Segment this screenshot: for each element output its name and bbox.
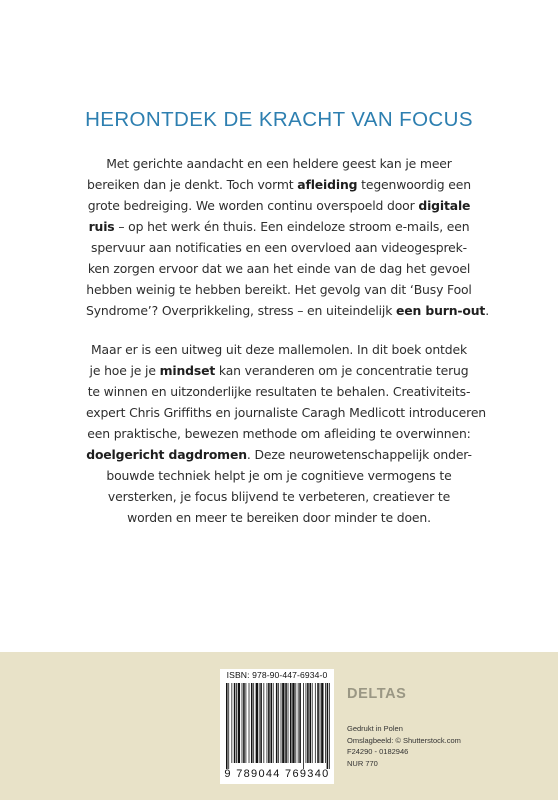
text-line bbox=[86, 237, 472, 258]
text-run: tegenwoordig een bbox=[357, 177, 471, 192]
text-run: ken zorgen ervoor dat we aan het einde van de dag het gevoel bbox=[87, 261, 471, 276]
barcode-bar bbox=[234, 683, 236, 763]
text-line bbox=[86, 486, 472, 507]
bold-keyword: ruis bbox=[88, 219, 115, 234]
text-run: worden en meer te bereiken door minder te doen. bbox=[127, 510, 431, 525]
text-run: te winnen en uitzonderlijke resultaten te behalen. Creativiteits- bbox=[87, 384, 471, 399]
text-run: Maar er is een uitweg uit deze mallemolen. In dit boek ontdek bbox=[91, 342, 467, 357]
barcode-bar bbox=[315, 683, 316, 763]
barcode-bar bbox=[285, 683, 287, 763]
text-line bbox=[86, 360, 472, 381]
barcode-bar bbox=[295, 683, 296, 763]
text-line bbox=[86, 339, 472, 360]
barcode-bar bbox=[276, 683, 278, 763]
text-line bbox=[86, 444, 472, 465]
barcode-bar bbox=[243, 683, 245, 763]
text-run: een praktische, bewezen methode om afleiding te overwinnen: bbox=[87, 426, 471, 441]
text-run: bouwde techniek helpt je om je cognitieve vermogens te bbox=[106, 468, 452, 483]
barcode-bar bbox=[228, 683, 229, 769]
barcode-bar bbox=[253, 683, 254, 763]
text-line bbox=[86, 402, 486, 423]
barcode-bar bbox=[298, 683, 299, 763]
text-line bbox=[86, 300, 490, 321]
barcode-bar bbox=[321, 683, 323, 763]
barcode-bar bbox=[268, 683, 270, 763]
text-run: kan veranderen om je concentratie terug bbox=[215, 363, 469, 378]
barcode-bar bbox=[246, 683, 247, 763]
barcode-bar bbox=[273, 683, 274, 763]
text-run: expert Chris Griffiths en journaliste Caragh Medlicott introduceren bbox=[86, 405, 486, 420]
barcode-bars bbox=[226, 683, 330, 769]
barcode-bar bbox=[306, 683, 307, 763]
text-line bbox=[86, 423, 472, 444]
barcode-bar bbox=[290, 683, 292, 763]
bold-keyword: digitale bbox=[418, 198, 471, 213]
imprint-line: F24290 - 0182946 bbox=[347, 747, 409, 757]
barcode-bar bbox=[263, 683, 264, 763]
isbn-barcode bbox=[220, 669, 334, 784]
barcode-bar bbox=[288, 683, 289, 763]
barcode-bar bbox=[307, 683, 309, 763]
text-line bbox=[86, 216, 472, 237]
text-line bbox=[86, 153, 472, 174]
imprint-line: Gedrukt in Polen bbox=[347, 724, 403, 733]
text-line bbox=[86, 507, 472, 528]
barcode-bar bbox=[251, 683, 253, 763]
barcode-bar bbox=[292, 683, 294, 763]
imprint-line: Omslagbeeld: © Shutterstock.com bbox=[347, 735, 461, 745]
bold-keyword: doelgericht dagdromen bbox=[86, 447, 247, 462]
barcode-bar bbox=[309, 683, 311, 763]
text-run: – op het werk én thuis. Een eindeloze stroom e-mails, een bbox=[114, 219, 470, 234]
barcode-bar bbox=[242, 683, 243, 763]
barcode-bar bbox=[260, 683, 262, 763]
text-run: spervuur aan notificaties en een overvloed aan videogesprek- bbox=[91, 240, 467, 255]
barcode-bar bbox=[249, 683, 250, 763]
barcode-bar bbox=[231, 683, 232, 763]
text-line bbox=[86, 381, 472, 402]
bold-keyword: mindset bbox=[159, 363, 216, 378]
bold-keyword: afleiding bbox=[297, 177, 358, 192]
text-run: je hoe je je bbox=[89, 363, 160, 378]
barcode-bar bbox=[256, 683, 258, 763]
text-line bbox=[86, 174, 472, 195]
cover-heading: HERONTDEK DE KRACHT VAN FOCUS bbox=[85, 108, 473, 131]
barcode-bar bbox=[325, 683, 326, 763]
barcode-bar bbox=[320, 683, 321, 763]
barcode-bar bbox=[312, 683, 313, 763]
text-run: versterken, je focus blijvend te verbeteren, creatiever te bbox=[107, 489, 451, 504]
imprint-line: NUR 770 bbox=[347, 758, 378, 768]
barcode-digits: 9 789044 769340 bbox=[224, 768, 330, 780]
barcode-bar bbox=[278, 683, 279, 763]
text-line bbox=[86, 279, 472, 300]
text-run: grote bedreiging. We worden continu overspoeld door bbox=[87, 198, 419, 213]
barcode-bar bbox=[259, 683, 260, 763]
blurb-paragraph-1 bbox=[86, 153, 490, 321]
blurb-paragraph-2 bbox=[86, 339, 486, 528]
text-run: . Deze neurowetenschappelijk onder- bbox=[246, 447, 472, 462]
isbn-label: ISBN: 978-90-447-6934-0 bbox=[226, 670, 328, 680]
barcode-bar bbox=[236, 683, 237, 763]
barcode-bar bbox=[267, 683, 268, 763]
imprint-info bbox=[347, 723, 461, 769]
barcode-bar bbox=[303, 683, 304, 769]
text-line bbox=[86, 258, 472, 279]
publisher-logo: DELTAS bbox=[347, 686, 407, 702]
barcode-bar bbox=[327, 683, 329, 769]
text-run: hebben weinig te hebben bereikt. Het gevolg van dit ‘Busy Fool bbox=[86, 282, 472, 297]
text-run: . bbox=[485, 303, 490, 318]
barcode-bar bbox=[238, 683, 240, 763]
barcode-bar bbox=[226, 683, 228, 769]
text-run: Syndrome’? Overprikkeling, stress – en uiteindelijk bbox=[86, 303, 397, 318]
text-line bbox=[86, 465, 472, 486]
barcode-bar bbox=[281, 683, 282, 763]
barcode-bar bbox=[329, 683, 330, 769]
barcode-bar bbox=[282, 683, 284, 763]
text-run: Met gerichte aandacht en een heldere geest kan je meer bbox=[106, 156, 452, 171]
barcode-bar bbox=[299, 683, 301, 763]
bold-keyword: een burn-out bbox=[396, 303, 486, 318]
barcode-bar bbox=[270, 683, 272, 763]
barcode-bar bbox=[317, 683, 319, 763]
text-line bbox=[86, 195, 472, 216]
text-run: bereiken dan je denkt. Toch vormt bbox=[87, 177, 298, 192]
